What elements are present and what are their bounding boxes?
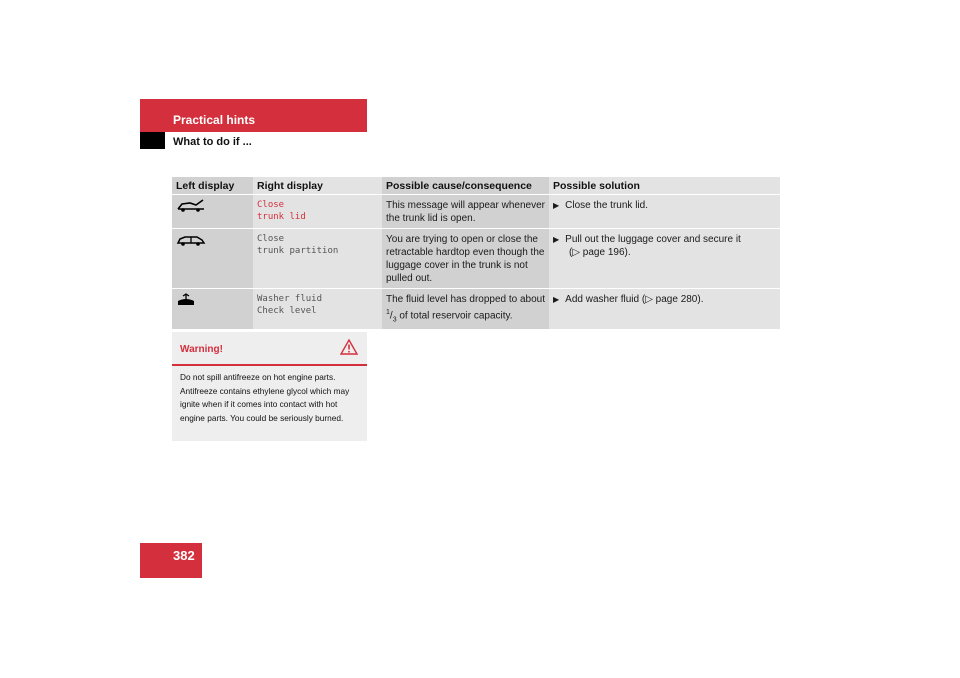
- trunk-partition-icon: [176, 233, 206, 247]
- display-message-line: Washer fluid: [257, 294, 323, 304]
- cause-text: of total reservoir capacity.: [399, 310, 513, 322]
- cause-text: The fluid level has dropped to about: [386, 294, 545, 305]
- cause-cell: This message will appear whenever the trunk lid is open.: [382, 195, 549, 229]
- fraction-denominator: 3: [392, 316, 397, 324]
- trunk-lid-open-icon: [176, 199, 206, 213]
- right-display-cell: [253, 289, 382, 330]
- warning-title: Warning!: [180, 344, 223, 355]
- table-row: [172, 195, 780, 229]
- solution-text: Close the trunk lid.: [565, 200, 648, 211]
- table-row: [172, 289, 780, 330]
- fraction-numerator: 1: [386, 309, 390, 316]
- page-number: 382: [173, 548, 195, 563]
- left-display-cell: [172, 289, 253, 330]
- table-header-row: [172, 177, 780, 195]
- warning-header: [172, 332, 367, 366]
- column-header-solution: Possible solution: [549, 177, 780, 195]
- display-message-line: Check level: [257, 306, 317, 316]
- warning-box: [172, 332, 367, 441]
- right-display-cell: [253, 195, 382, 229]
- left-display-cell: [172, 195, 253, 229]
- header-corner-block: [140, 132, 165, 149]
- column-header-right-display: Right display: [253, 177, 382, 195]
- solution-cell: [549, 289, 780, 330]
- bullet-arrow-icon: ▶: [553, 235, 560, 244]
- solution-cell: [549, 195, 780, 229]
- warning-triangle-icon: [340, 339, 358, 355]
- display-message-line: Close: [257, 234, 285, 244]
- cause-cell: The fluid level has dropped to about $^1/_3$ of total reservoir capacity.: [382, 289, 549, 330]
- column-header-cause: Possible cause/consequence: [382, 177, 549, 195]
- solution-text: (▷ page 196).: [569, 247, 631, 258]
- section-title: Practical hints: [173, 113, 256, 127]
- table-row: [172, 229, 780, 289]
- left-display-cell: [172, 229, 253, 289]
- warning-text: Do not spill antifreeze on hot engine parts. Antifreeze contains ethylene glycol which may ignite when if it comes into contact with hot engine parts. You could be seriously burned.: [180, 372, 350, 423]
- bullet-arrow-icon: ▶: [553, 201, 560, 210]
- solution-cell: [549, 229, 780, 289]
- right-display-cell: [253, 229, 382, 289]
- message-table: [172, 177, 780, 329]
- column-header-left-display: Left display: [172, 177, 253, 195]
- display-message-line: Close: [257, 200, 285, 210]
- section-subtitle: What to do if ...: [173, 136, 252, 148]
- solution-text: Add washer fluid (▷ page 280).: [565, 294, 704, 305]
- solution-text: Pull out the luggage cover and secure it: [565, 234, 741, 245]
- bullet-arrow-icon: ▶: [553, 295, 560, 304]
- cause-cell: You are trying to open or close the retractable hardtop even though the luggage cover in the trunk is not pulled out.: [382, 229, 549, 289]
- display-message-line: trunk partition: [257, 246, 339, 256]
- display-message-line: trunk lid: [257, 212, 306, 222]
- washer-fluid-icon: [176, 293, 196, 307]
